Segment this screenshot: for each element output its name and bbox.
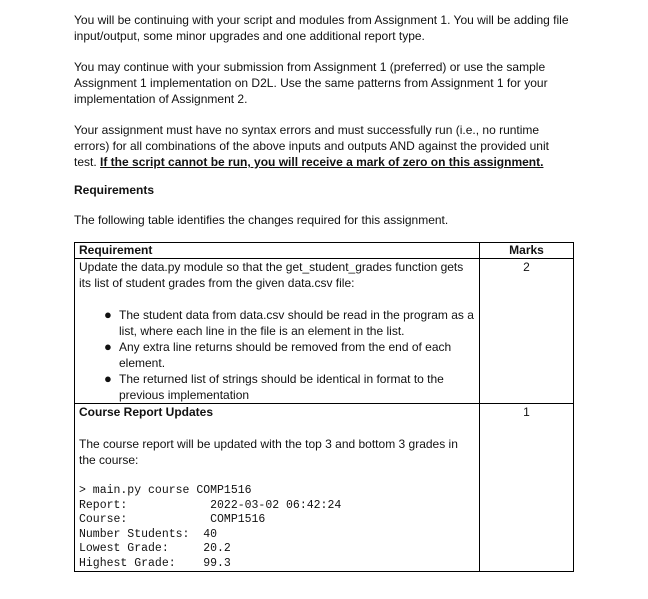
row1-bullet-list <box>79 307 474 403</box>
table-header-row <box>75 243 574 259</box>
requirements-warning-paragraph <box>74 122 574 170</box>
code-line: Lowest Grade: 20.2 <box>79 542 231 555</box>
requirement-cell <box>75 404 480 572</box>
intro-paragraph: You will be continuing with your script and modules from Assignment 1. You will be adding file input/output, some minor upgrades and one additional report type. <box>74 13 569 43</box>
document-page <box>74 12 574 572</box>
bullet-icon: ● <box>104 371 112 386</box>
row2-title: Course Report Updates <box>79 405 214 419</box>
marks-cell: 2 <box>480 259 574 404</box>
list-item <box>104 339 474 371</box>
bullet-text: Any extra line returns should be removed from the end of each element. <box>119 340 452 370</box>
bullet-icon: ● <box>104 307 112 322</box>
requirement-cell <box>75 259 480 404</box>
bullet-text: The returned list of strings should be identical in format to the previous implementation <box>119 372 444 402</box>
code-line: > main.py course COMP1516 <box>79 484 252 497</box>
requirements-table <box>74 242 574 572</box>
warning-text: Your assignment must have no syntax errors and must successfully run (i.e., no runtime errors) for all combinations of the above inputs and outputs AND against the provided unit test. <box>74 123 549 169</box>
table-row <box>75 404 574 572</box>
list-item <box>104 307 474 339</box>
row2-text: The course report will be updated with the top 3 and bottom 3 grades in the course: <box>79 437 458 467</box>
requirement-header: Requirement <box>75 243 480 259</box>
code-line: Number Students: 40 <box>79 527 218 541</box>
requirements-heading: Requirements <box>74 183 155 197</box>
code-block <box>79 484 475 571</box>
code-line: Course: COMP1516 <box>79 513 266 526</box>
submission-paragraph: You may continue with your submission from Assignment 1 (preferred) or use the sample Assignment 1 implementation on D2L. Use the same patterns from Assignment 1 for your implementation of Assignment 2. <box>74 60 548 106</box>
table-intro: The following table identifies the changes required for this assignment. <box>74 213 449 227</box>
list-item <box>104 371 474 403</box>
warning-bold-text: If the script cannot be run, you will receive a mark of zero on this assignment. <box>100 155 544 169</box>
row1-text: Update the data.py module so that the get_student_grades function gets its list of student grades from the given data.csv file: <box>79 260 464 290</box>
marks-cell: 1 <box>480 404 574 572</box>
bullet-icon: ● <box>104 339 112 354</box>
table-row <box>75 259 574 404</box>
bullet-text: The student data from data.csv should be read in the program as a list, where each line in the file is an element in the list. <box>119 308 474 338</box>
code-line: Highest Grade: 99.3 <box>79 556 231 570</box>
code-line: Report: 2022-03-02 06:42:24 <box>79 498 342 512</box>
marks-header: Marks <box>480 243 574 259</box>
